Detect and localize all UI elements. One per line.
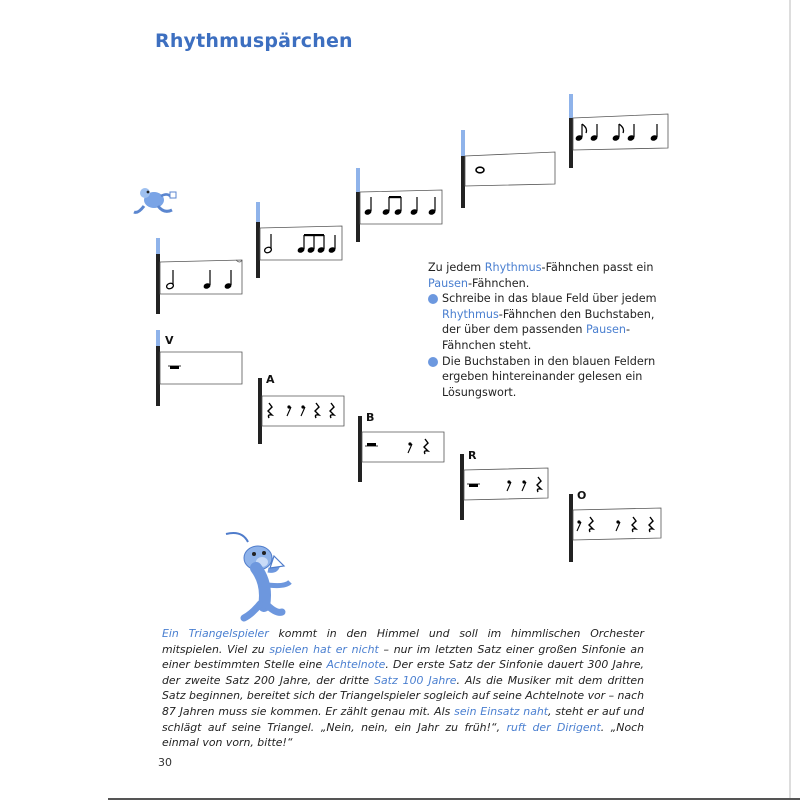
- rhythm-flag-3: [350, 164, 450, 244]
- rest-flag-letter-b: B: [366, 411, 375, 424]
- page-number: 30: [158, 756, 172, 769]
- rest-flag-letter-o: O: [577, 489, 587, 502]
- instructions-block: [428, 260, 668, 400]
- mascot-small-illustration: [128, 180, 178, 218]
- triangle-player-illustration: [218, 528, 308, 624]
- rhythm-flag-1: [150, 234, 250, 314]
- rhythm-flag-5: [563, 92, 673, 174]
- instructions-intro: Zu jedem Rhythmus-Fähnchen passt ein Pausen-Fähnchen.: [428, 261, 654, 290]
- rhythm-flag-2: [250, 198, 350, 278]
- rest-flag-letter-r: R: [468, 449, 477, 462]
- rhythm-flag-4: [455, 128, 560, 208]
- story-text: Ein Triangelspieler kommt in den Himmel und soll im himmlischen Orchester mitspielen. Viel zu spielen hat er nicht – nur im letzten Satz einer großen Sinfonie an einer bestimmten Stelle eine Achtelnote. Der erste Satz der Sinfonie dauert 300 Jahre, der zweite Satz 200 Jahre, der dritte Satz 100 Jahre. Als die Musiker mit dem dritten Satz beginnen, bereitet sich der Triangelspieler sogleich auf seine Achtelnote vor – nach 87 Jahren muss sie kommen. Er zählt genau mit. Als sein Einsatz naht, steht er auf und schlägt auf seine Triangel. „Nein, nein, ein Jahr zu früh!“, ruft der Dirigent. „Noch einmal von vorn, bitte!“: [162, 627, 645, 750]
- rest-flag-letter-a: A: [266, 373, 275, 386]
- bullet-dot-icon: [428, 357, 438, 367]
- bullet-dot-icon: [428, 294, 438, 304]
- page-title: Rhythmuspärchen: [155, 30, 353, 52]
- rest-flag-letter-v: V: [165, 334, 174, 347]
- instructions-bullet-1: Schreibe in das blaue Feld über jedem Rhythmus-Fähnchen den Buchstaben, der über dem passenden Pausen-Fähnchen steht.: [428, 291, 668, 353]
- instructions-bullet-2: Die Buchstaben in den blauen Feldern ergeben hintereinander gelesen ein Lösungswort.: [428, 354, 668, 401]
